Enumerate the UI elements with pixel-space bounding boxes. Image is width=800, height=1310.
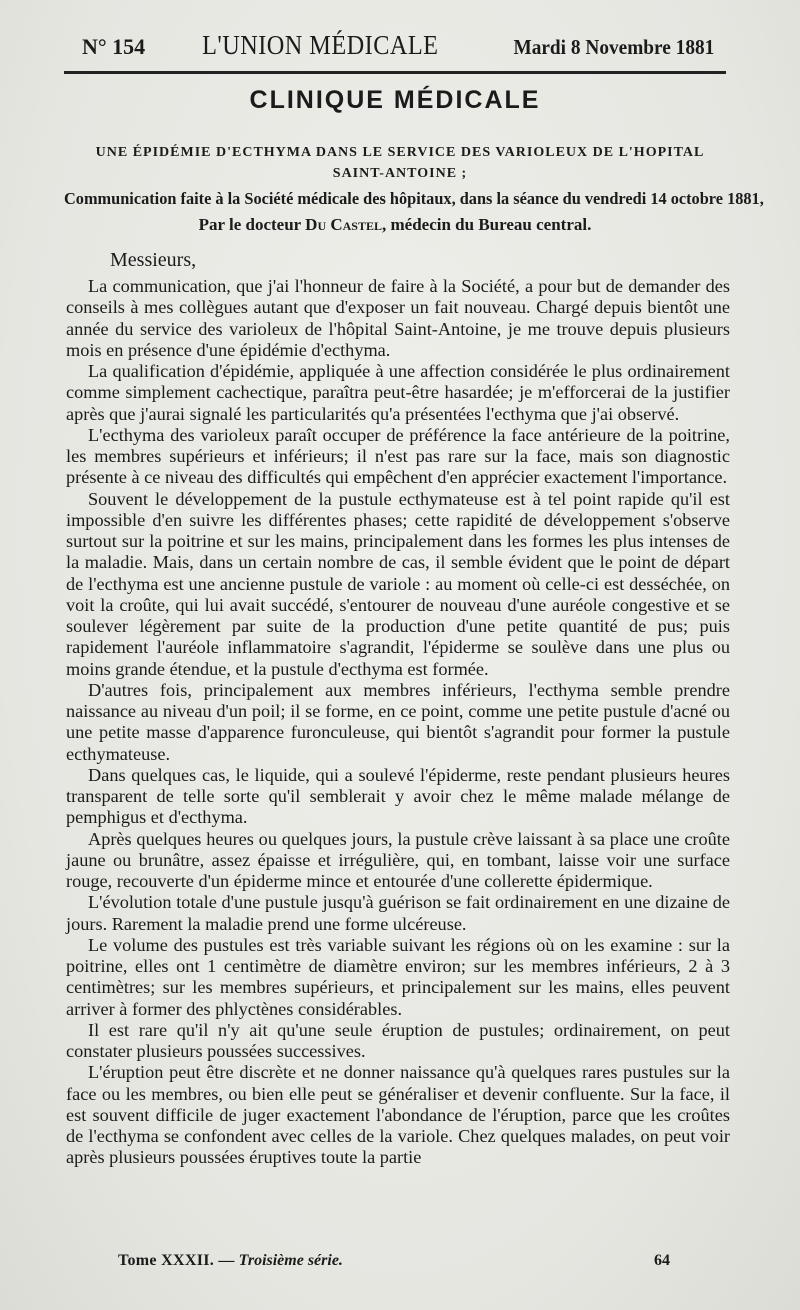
paragraph: La communication, que j'ai l'honneur de faire à la Société, a pour but de demander des conseils à mes collègues autant que d'exposer un fait nouveau. Chargé depuis bientôt une année du service des varioleux de l'hôpital Saint-Antoine, je me trouve depuis plusieurs mois en présence d'une épidémie d'ecthyma.	[66, 276, 730, 360]
page-footer	[118, 1252, 670, 1270]
paragraph: Il est rare qu'il n'y ait qu'une seule éruption de pustules; ordinairement, on peut constater plusieurs poussées successives.	[66, 1019, 730, 1061]
subtitle-line-2: SAINT-ANTOINE ;	[332, 166, 468, 181]
paragraph: L'ecthyma des varioleux paraît occuper de préférence la face antérieure de la poitrine, les membres supérieurs et inférieurs; il n'est pas rare sur la face, mais son diagnostic présente à ce niveau des difficultés qui empêchent d'en apprécier exactement l'importance.	[66, 424, 730, 488]
footer-series: Troisième série.	[238, 1252, 343, 1269]
paragraph: Dans quelques cas, le liquide, qui a soulevé l'épiderme, reste pendant plusieurs heures transparent de telle sorte qu'il semblerait y avoir chez le même malade mélange de pemphigus et d'ecthyma.	[66, 764, 730, 828]
issue-number: N° 154	[82, 34, 146, 59]
author-prefix: Par le docteur	[198, 215, 301, 234]
article-subtitle	[80, 142, 720, 184]
paragraph: D'autres fois, principalement aux membres inférieurs, l'ecthyma semble prendre naissance au niveau d'un poil; il se forme, en ce point, comme une petite pustule d'acné ou une petite masse d'apparence furonculeuse, qui bientôt s'agrandit pour former la pustule ecthymateuse.	[66, 679, 730, 764]
communication-note: Communication faite à la Société médicale des hôpitaux, dans la séance du vendredi 14 octobre 1881,	[64, 189, 764, 208]
paragraph: Souvent le développement de la pustule ecthymateuse est à tel point rapide qu'il est impossible d'en suivre les différentes phases; cette rapidité de développement s'observe surtout sur la poitrine et sur les mains, principalement dans les formes les plus intenses de la maladie. Mais, dans un certain nombre de cas, il semble évident que le point de départ de l'ecthyma est une ancienne pustule de variole : au moment où celle-ci est desséchée, on voit la croûte, qui lui avait succédé, s'entourer de nouveau d'une auréole congestive et se soulever légèrement par suite de la production d'une petite quantité de pus; puis rapidement l'auréole inflammatoire s'agrandit, l'épiderme se soulève dans une plus ou moins grande étendue, et la pustule d'ecthyma est formée.	[66, 488, 730, 679]
header-rule	[64, 71, 726, 74]
paragraph: L'éruption peut être discrète et ne donner naissance qu'à quelques rares pustules sur la face ou les membres, ou bien elle peut se généraliser et devenir confluente. Sur la face, il est souvent difficile de juger exactement l'abondance de l'éruption, parce que les croûtes de l'ecthyma se confondent avec celles de la variole. Chez quelques malades, on peut voir après plusieurs poussées éruptives toute la partie	[66, 1062, 730, 1168]
salutation: Messieurs,	[110, 249, 197, 271]
subtitle-line-1: UNE ÉPIDÉMIE D'ECTHYMA DANS LE SERVICE DES VARIOLEUX DE L'HOPITAL	[95, 145, 705, 160]
issue-date: Mardi 8 Novembre 1881	[513, 35, 714, 59]
author-line	[64, 214, 726, 236]
journal-title: L'UNION MÉDICALE	[202, 30, 439, 60]
paragraph: Le volume des pustules est très variable suivant les régions où on les examine : sur la poitrine, elles ont 1 centimètre de diamètre environ; sur les membres inférieurs, 2 à 3 centimètres; sur les membres supérieurs, et principalement sur les mains, elles peuvent arriver à former des phlyctènes considérables.	[66, 934, 730, 1019]
paragraph: La qualification d'épidémie, appliquée à une affection considérée le plus ordinairement comme simplement cachectique, paraîtra peut-être hasardée; je m'efforcerai de la justifier après que j'aurai signalé les particularités qu'a présentées l'ecthyma que j'ai observé.	[66, 361, 730, 424]
article-body	[66, 276, 730, 1169]
section-title: CLINIQUE MÉDICALE	[249, 86, 541, 114]
running-header	[82, 30, 714, 66]
paragraph: Après quelques heures ou quelques jours, la pustule crève laissant à sa place une croûte jaune ou brunâtre, assez épaisse et irrégulière, qui, en tombant, laisse voir une surface rouge, recouverte d'un épiderme mince et entourée d'une collerette épidermique.	[66, 828, 730, 891]
footer-tome: Tome XXXII. —	[118, 1252, 235, 1269]
author-name: Du Castel	[305, 215, 382, 234]
paragraph: L'évolution totale d'une pustule jusqu'à guérison se fait ordinairement en une dizaine de jours. Rarement la maladie prend une forme ulcéreuse.	[66, 892, 730, 934]
footer-volume	[118, 1252, 343, 1270]
page-number: 64	[654, 1252, 670, 1269]
author-suffix: , médecin du Bureau central.	[382, 215, 592, 234]
